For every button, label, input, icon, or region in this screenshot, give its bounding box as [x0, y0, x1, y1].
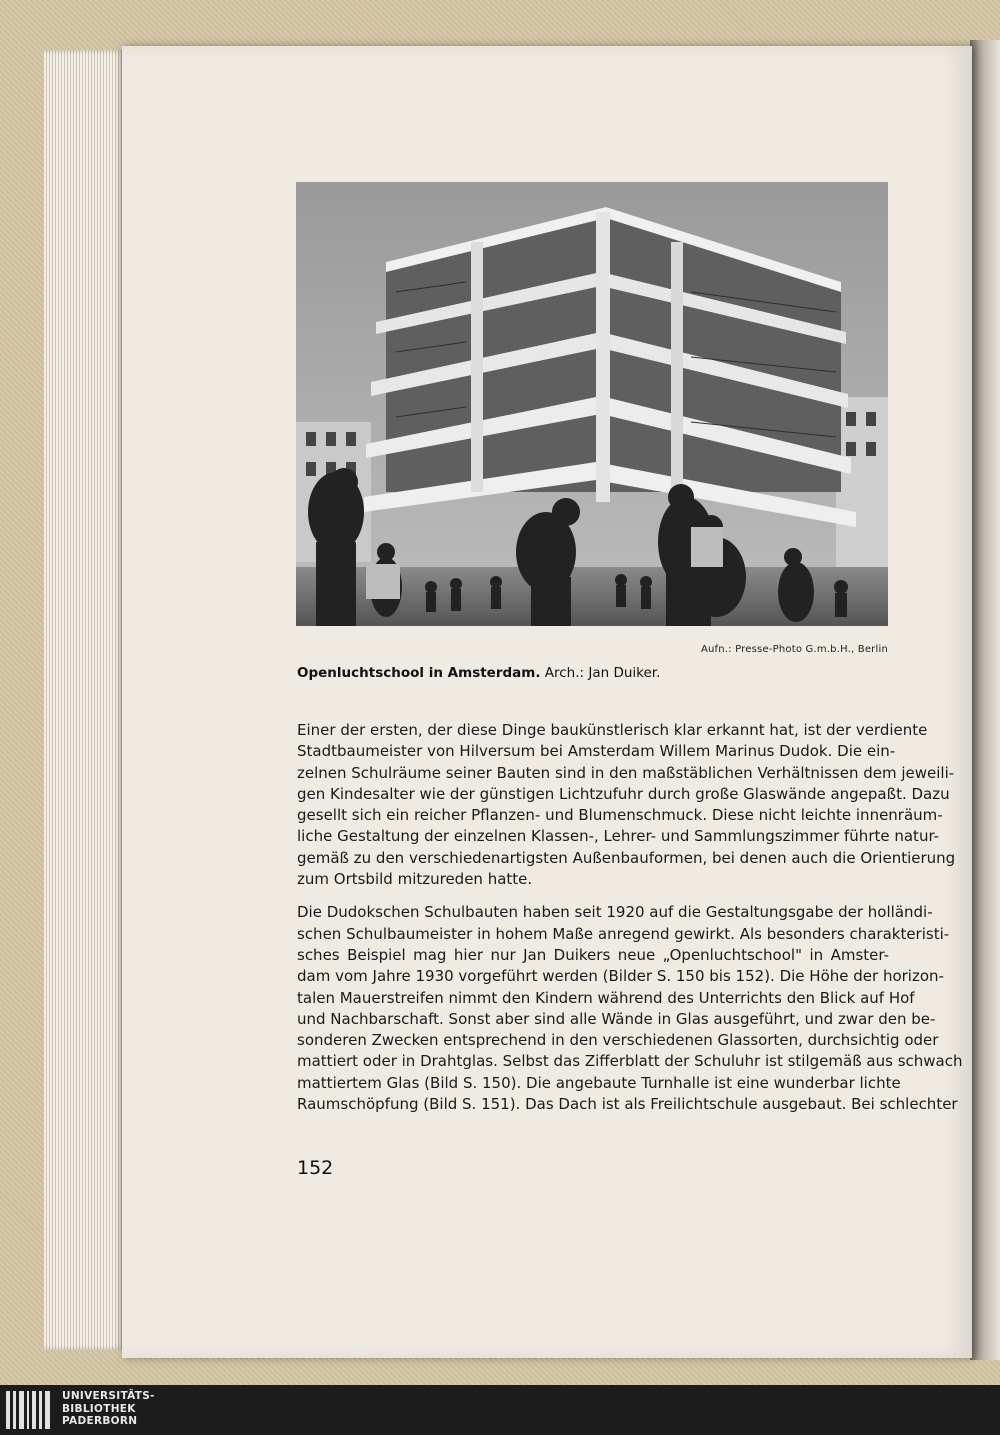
text-line: und Nachbarschaft. Sonst aber sind alle Wände in Glas ausgeführt, und zwar den be-: [297, 1009, 936, 1028]
photo-credit: Aufn.: Presse-Photo G.m.b.H., Berlin: [700, 644, 888, 655]
text-line: mattiert oder in Drahtglas. Selbst das Zifferblatt der Schuluhr ist stilgemäß aus schwach: [297, 1052, 963, 1071]
library-name: [62, 1390, 155, 1428]
text-line: gen Kindesalter wie der günstigen Lichtzufuhr durch große Glaswände angepaßt. Dazu: [297, 784, 950, 803]
text-line: Einer der ersten, der diese Dinge baukünstlerisch klar erkannt hat, ist der verdiente: [297, 721, 928, 739]
caption-title: Openluchtschool in Amsterdam.: [297, 665, 541, 681]
text-line: Stadtbaumeister von Hilversum bei Amsterdam Willem Marinus Dudok. Die ein-: [297, 742, 896, 761]
library-line: BIBLIOTHEK: [62, 1402, 136, 1415]
library-footer: [0, 1385, 1000, 1435]
body-text: [297, 720, 963, 1115]
page-number: 152: [297, 1157, 334, 1179]
text-line: Die Dudokschen Schulbauten haben seit 1920 auf die Gestaltungsgabe der holländi-: [297, 903, 933, 922]
text-line: zum Ortsbild mitzureden hatte.: [297, 870, 533, 889]
text-line: talen Mauerstreifen nimmt den Kindern während des Unterrichts den Blick auf Hof: [297, 988, 915, 1007]
text-line: Raumschöpfung (Bild S. 151). Das Dach ist als Freilichtschule ausgebaut. Bei schlechter: [297, 1095, 958, 1114]
text-line: liche Gestaltung der einzelnen Klassen-, Lehrer- und Sammlungszimmer führte natur-: [297, 827, 940, 846]
page-edges: [44, 50, 124, 1350]
caption-architect: Arch.: Jan Duiker.: [544, 665, 661, 681]
text-line: mattiertem Glas (Bild S. 150). Die angebaute Turnhalle ist eine wunderbar lichte: [297, 1073, 901, 1092]
school-photo: [296, 182, 888, 626]
paragraph-2: [297, 902, 963, 1115]
book-gutter: [970, 40, 1000, 1360]
text-line: sonderen Zwecken entsprechend in den verschiedenen Glassorten, durchsichtig oder: [297, 1031, 939, 1050]
text-line: dam vom Jahre 1930 vorgeführt werden (Bilder S. 150 bis 152). Die Höhe der horizon-: [297, 967, 944, 986]
text-line: sches Beispiel mag hier nur Jan Duikers neue „Openluchtschool" in Amster-: [297, 945, 889, 964]
library-logo-icon: [6, 1391, 50, 1429]
figure-caption: [297, 665, 660, 681]
text-line: schen Schulbaumeister in hohem Maße anregend gewirkt. Als besonders charakteristi-: [297, 924, 950, 943]
library-line: PADERBORN: [62, 1415, 138, 1427]
library-line: UNIVERSITÄTS-: [62, 1390, 155, 1402]
text-line: zelnen Schulräume seiner Bauten sind in den maßstäblichen Verhältnissen dem jeweili-: [297, 763, 955, 782]
text-line: gesellt sich ein reicher Pflanzen- und Blumenschmuck. Diese nicht leichte innenräum-: [297, 806, 943, 825]
paragraph-1: [297, 720, 956, 890]
text-line: gemäß zu den verschiedenartigsten Außenbauformen, bei denen auch die Orientierung: [297, 848, 956, 867]
